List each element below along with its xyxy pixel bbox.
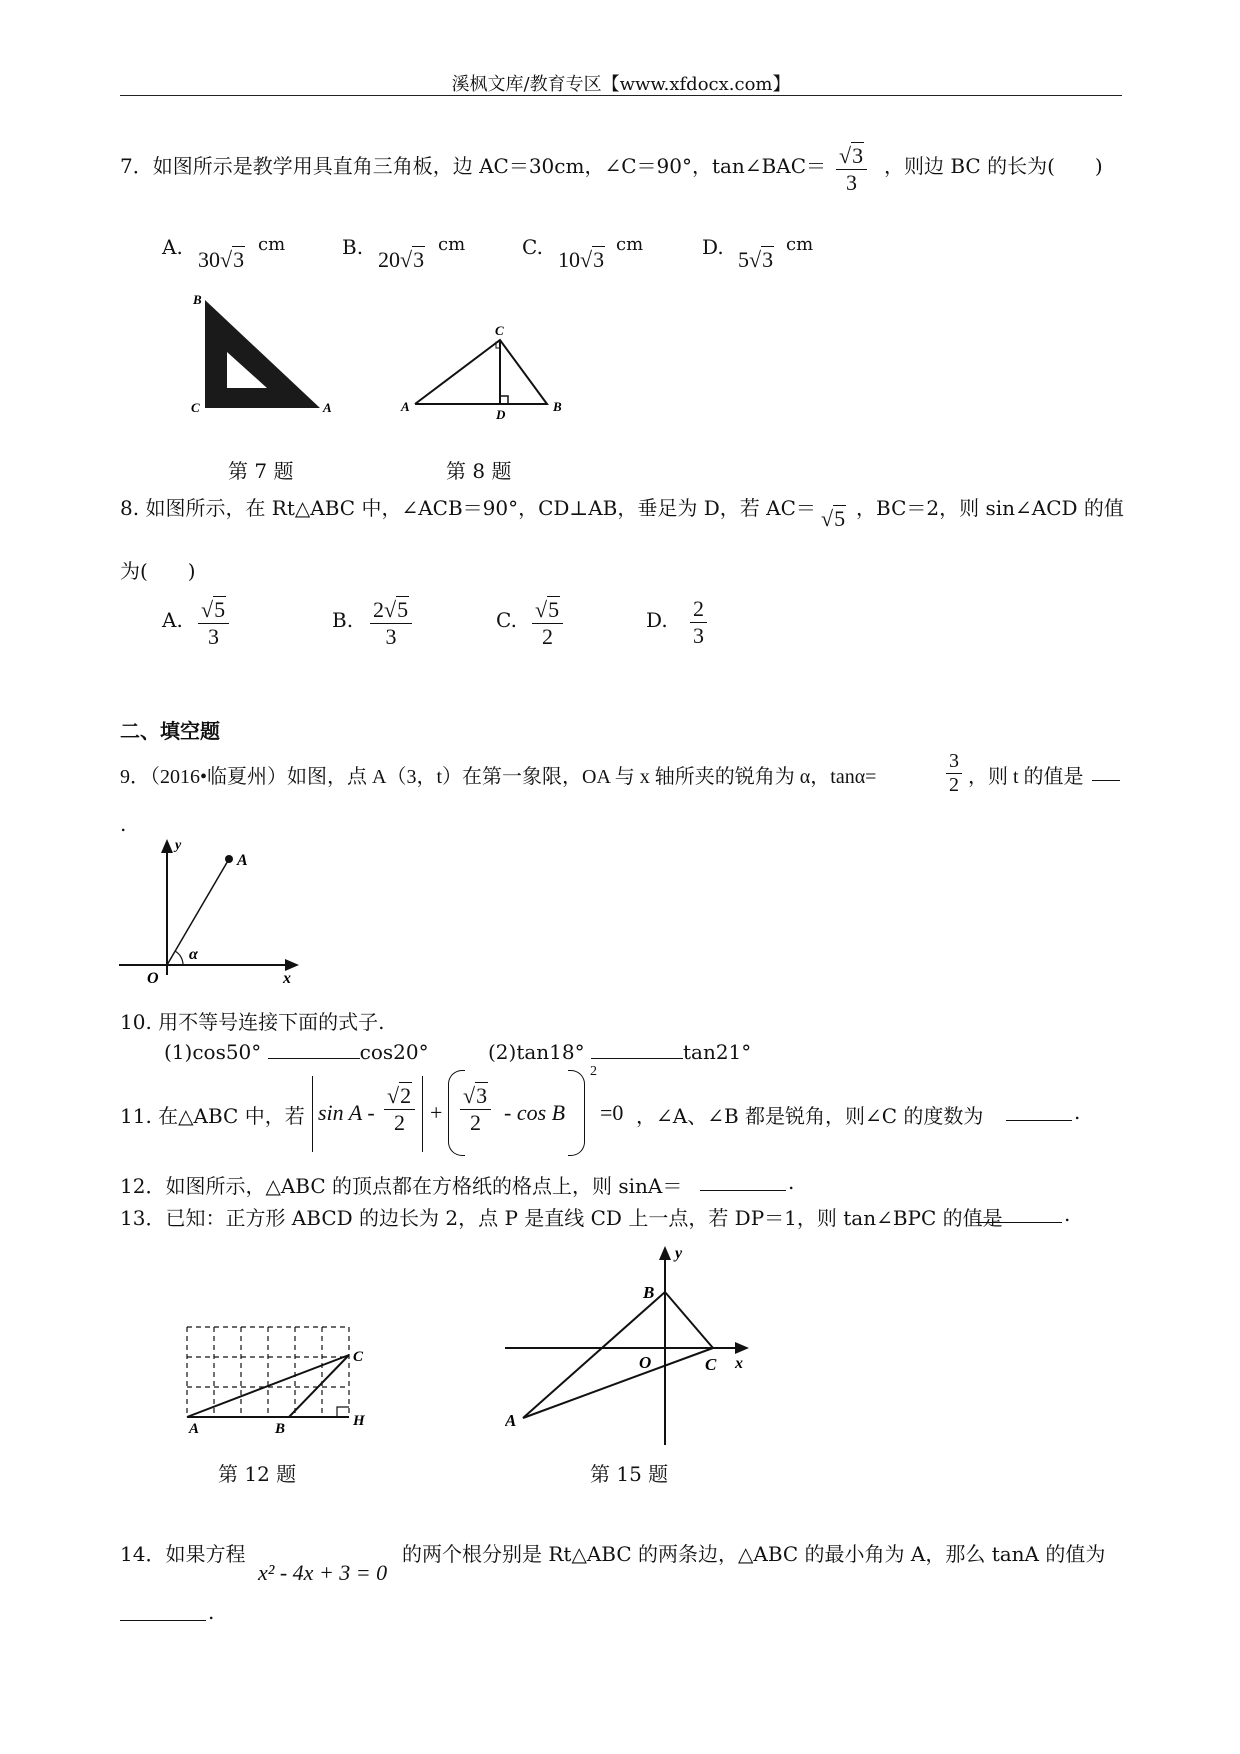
- fig15-label-o: O: [639, 1353, 652, 1372]
- q11-cos: - cos B: [504, 1100, 566, 1125]
- q13-text: 13．已知：正方形 ABCD 的边长为 2，点 P 是直线 CD 上一点，若 DP＝1，则 tan∠BPC 的值是: [120, 1206, 1003, 1230]
- header-divider: [120, 95, 1122, 96]
- y-axis-arrow: [659, 1246, 671, 1260]
- q11-text-b: ，∠A、∠B 都是锐角，则∠C 的度数为: [636, 1104, 984, 1128]
- q8-option-c: $\frac{√5}{2}$: [532, 596, 563, 650]
- q8-option-d-label: D.: [646, 608, 668, 632]
- q9-text-b: ，则 t 的值是: [968, 766, 1084, 788]
- q11-plus: +: [430, 1100, 443, 1125]
- figure-7-set-square: [185, 290, 335, 420]
- q7-frac-num: 3: [852, 143, 864, 168]
- q7-option-d: 5√3: [738, 247, 774, 272]
- q7-option-d-unit: cm: [786, 234, 814, 255]
- q9-text-a: 9．（2016•临夏州）如图，点 A（3，t）在第一象限，OA 与 x 轴所夹的锐角为 α，tanα=: [120, 766, 877, 788]
- segment-ac: [523, 1348, 713, 1418]
- fig8-label-b: B: [553, 399, 562, 414]
- q7-option-d-label: D.: [702, 235, 724, 259]
- segments-ab-bc: [523, 1292, 713, 1418]
- q8-option-c-label: C.: [496, 608, 517, 632]
- figure-12-grid: [175, 1315, 375, 1435]
- abs-bar-left: [312, 1076, 313, 1152]
- q14-end: .: [208, 1600, 215, 1624]
- figure-8-triangle: [395, 320, 575, 420]
- q8-sqrt: √5: [821, 506, 846, 531]
- fig9-label-o: O: [147, 970, 159, 985]
- q8-text-a: 8. 如图所示，在 Rt△ABC 中，∠ACB＝90°，CD⊥AB，垂足为 D，若 AC＝: [120, 496, 816, 520]
- q7-text-a: 7．如图所示是教学用具直角三角板，边 AC＝30cm，∠C＝90°，tan∠BAC＝: [120, 154, 826, 178]
- figure-15-axes: [505, 1240, 775, 1450]
- right-angle-mark: [500, 396, 508, 404]
- q10-part2: (2)tan18° tan21°: [488, 1040, 752, 1064]
- fig15-caption: 第 15 题: [590, 1462, 669, 1486]
- q7-text-b: ，则边 BC 的长为( ): [884, 154, 1103, 178]
- q8-text-c: 为( ): [120, 559, 196, 583]
- fig12-label-c: C: [353, 1349, 364, 1365]
- q7-option-c-unit: cm: [616, 234, 644, 255]
- q7-option-a-unit: cm: [258, 234, 286, 255]
- q13-end: .: [1064, 1202, 1071, 1226]
- fig15-label-x: x: [735, 1355, 743, 1372]
- q7-option-c: 10√3: [558, 247, 605, 272]
- section-title: 二、填空题: [120, 719, 220, 743]
- segment-oa: [167, 859, 229, 965]
- fig9-label-a: A: [237, 852, 248, 869]
- q7-option-a: 30√3: [198, 247, 245, 272]
- q7-fraction: $\frac{√3}{3}$: [836, 142, 867, 196]
- page-header: 溪枫文库/教育专区【www.xfdocx.com】: [451, 74, 791, 95]
- grid-lines: [187, 1327, 349, 1417]
- figure-9-axes: [115, 835, 305, 985]
- fig15-label-a: A: [505, 1411, 517, 1430]
- q12-text: 12．如图所示，△ABC 的顶点都在方格纸的格点上，则 sinA＝: [120, 1174, 683, 1198]
- q9-text-c: .: [120, 812, 127, 836]
- q7-frac-den: 3: [846, 170, 858, 195]
- fig8-label-a: A: [401, 399, 410, 414]
- q14-text-a: 14．如果方程: [120, 1542, 246, 1566]
- paren-right: [568, 1070, 585, 1156]
- q7-option-a-label: A.: [162, 235, 183, 259]
- q11-end: .: [1074, 1100, 1081, 1124]
- q9-answer-blank: [1092, 780, 1120, 781]
- q8-text-b: ，BC＝2，则 sin∠ACD 的值: [856, 496, 1124, 520]
- q7-stem: [120, 150, 826, 179]
- fig9-label-alpha: α: [189, 946, 198, 963]
- fig12-label-a: A: [189, 1421, 200, 1435]
- fig7-caption: 第 7 题: [228, 459, 294, 483]
- q14-text-b: 的两个根分别是 Rt△ABC 的两条边，△ABC 的最小角为 A，那么 tanA 的值为: [402, 1542, 1106, 1566]
- point-a: [225, 855, 233, 863]
- q10-text: 10. 用不等号连接下面的式子.: [120, 1010, 385, 1034]
- q11-answer-blank: [1006, 1120, 1072, 1121]
- y-axis-arrow: [161, 839, 173, 853]
- q7-option-b: 20√3: [378, 247, 425, 272]
- q12-end: .: [788, 1170, 795, 1194]
- fig15-label-y: y: [675, 1245, 683, 1262]
- q9-fraction: $\frac{3}{2}$: [946, 750, 962, 797]
- fig12-label-h: H: [353, 1413, 365, 1429]
- abs-bar-right: [422, 1076, 423, 1152]
- fig7-label-b: B: [193, 292, 202, 307]
- x-axis-arrow: [735, 1342, 749, 1354]
- q11-exp: 2: [590, 1064, 597, 1079]
- q14-answer-blank: [120, 1620, 206, 1621]
- q8-option-d: $\frac{2}{3}$: [690, 596, 707, 649]
- angle-arc: [175, 951, 183, 965]
- q14-equation: x² - 4x + 3 = 0: [258, 1560, 388, 1585]
- triangle-abc: [415, 340, 547, 404]
- fig8-label-c: C: [495, 323, 504, 338]
- fig12-label-b: B: [275, 1421, 286, 1435]
- fig12-caption: 第 12 题: [218, 1462, 297, 1486]
- fig7-label-a: A: [323, 400, 332, 415]
- q11-frac2: $\frac{√3}{2}$: [460, 1082, 491, 1136]
- q11-eq: =0: [600, 1100, 624, 1125]
- q12-answer-blank: [700, 1190, 786, 1191]
- fig8-caption: 第 8 题: [446, 459, 512, 483]
- q7-option-b-label: B.: [342, 235, 364, 259]
- fig7-label-c: C: [191, 400, 200, 415]
- q11-frac1: $\frac{√2}{2}$: [384, 1082, 415, 1136]
- fig8-label-d: D: [496, 407, 506, 420]
- q7-option-c-label: C.: [522, 235, 543, 259]
- q10-part1: (1)cos50° cos20°: [164, 1040, 429, 1064]
- q7-option-b-unit: cm: [438, 234, 466, 255]
- q11-sin: sin A -: [318, 1100, 375, 1125]
- right-angle-mark: [337, 1407, 349, 1417]
- fig9-label-y: y: [175, 838, 182, 853]
- q8-option-b-label: B.: [332, 608, 354, 632]
- q13-answer-blank: [976, 1222, 1062, 1223]
- set-square-shape: [205, 300, 320, 408]
- q8-option-a-label: A.: [162, 608, 183, 632]
- fig15-label-b: B: [643, 1283, 655, 1302]
- q8-option-a: $\frac{√5}{3}$: [198, 596, 229, 650]
- q11-text-a: 11. 在△ABC 中，若: [120, 1104, 305, 1128]
- fig15-label-c: C: [705, 1355, 717, 1374]
- fig9-label-x: x: [283, 970, 291, 985]
- q8-option-b: $\frac{2√5}{3}$: [370, 596, 412, 650]
